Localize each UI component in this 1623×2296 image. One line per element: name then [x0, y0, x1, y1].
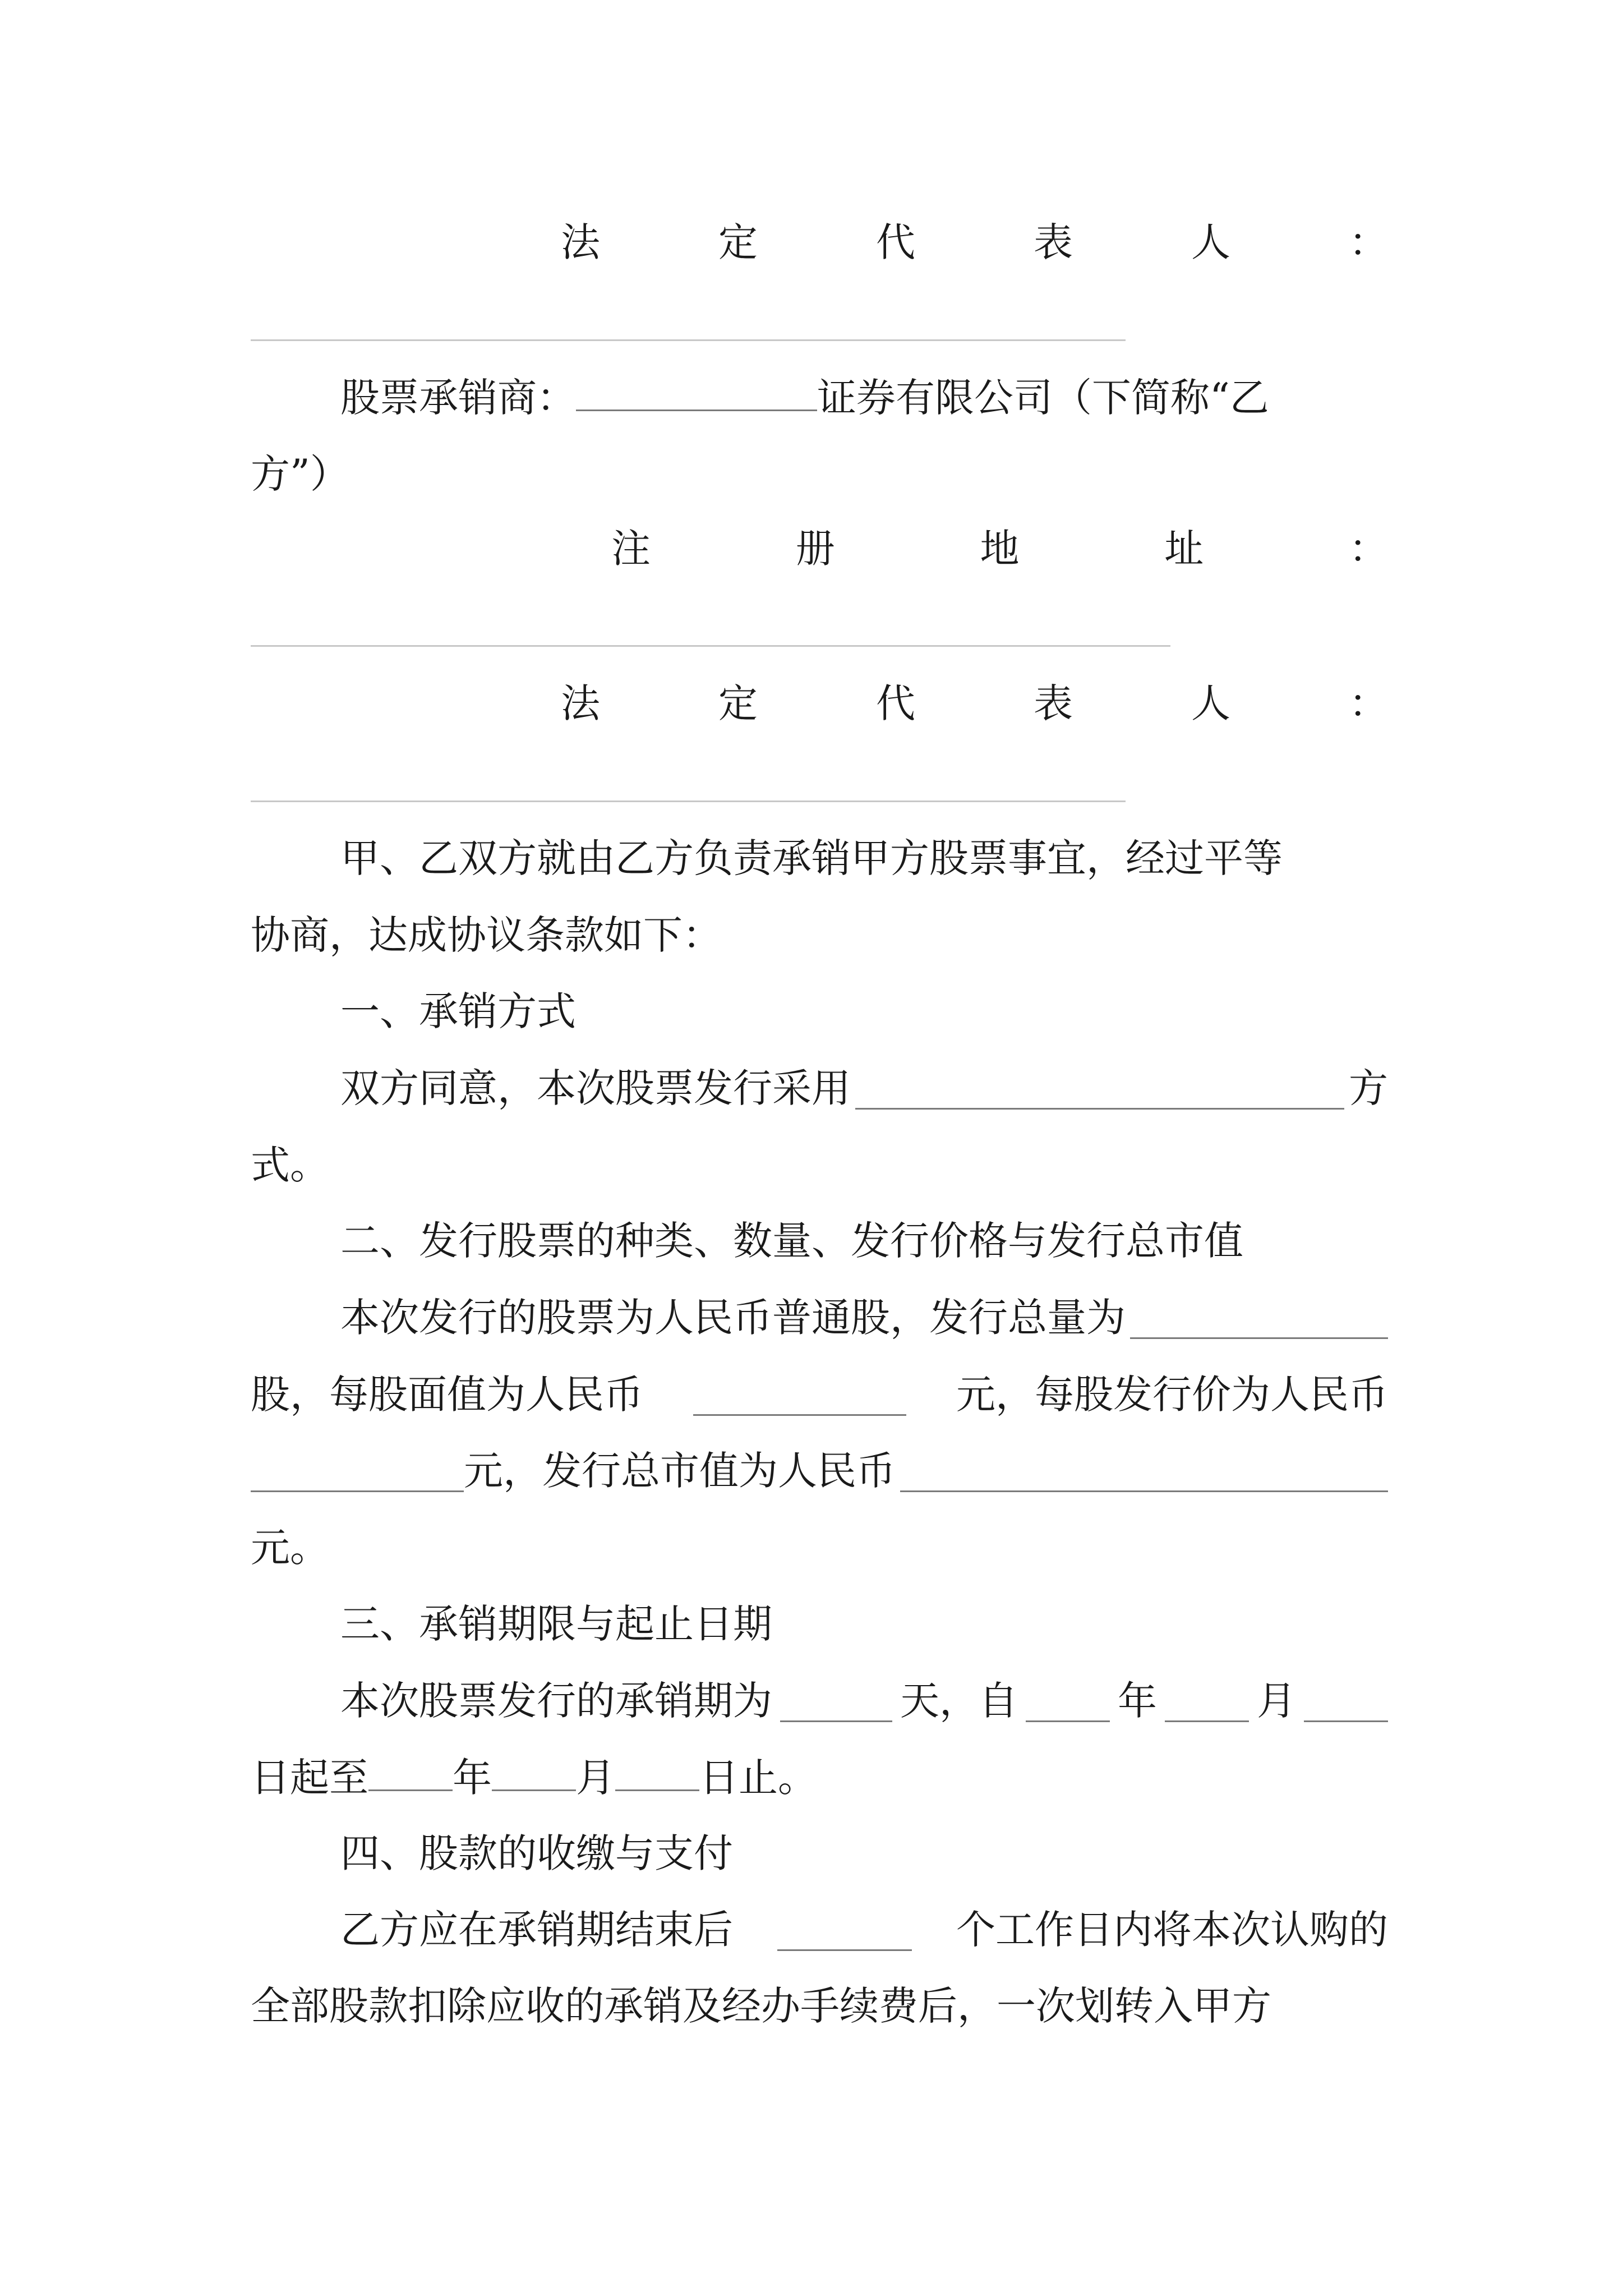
issuer-legal-rep-fill-line — [251, 339, 1126, 341]
issue-price-blank — [251, 1450, 464, 1492]
section-1-para-line-2: 式。 — [251, 1142, 329, 1188]
underwriter-line: 股票承销商： 证券有限公司（下简称“乙 — [340, 369, 1388, 425]
underwriter-legal-rep-label: 法 定 代 表 人 ： — [561, 680, 1388, 726]
underwriter-name-blank — [576, 369, 817, 411]
section-2-line-4: 元。 — [251, 1525, 329, 1571]
section-3-heading: 三、承销期限与起止日期 — [340, 1601, 772, 1647]
intro-line-1: 甲、乙双方就由乙方负责承销甲方股票事宜，经过平等 — [340, 835, 1283, 881]
total-market-value-blank — [900, 1450, 1388, 1492]
working-days-blank — [777, 1909, 912, 1951]
intro-line-2: 协商，达成协议条款如下： — [251, 912, 722, 958]
start-month-blank — [1165, 1680, 1249, 1722]
section-1-para-line-1: 双方同意，本次股票发行采用 方 — [340, 1065, 1388, 1111]
underwriting-method-blank — [855, 1068, 1344, 1110]
total-shares-blank — [1130, 1297, 1388, 1339]
section-4-line-1: 乙方应在承销期结束后 个工作日内将本次认购的 — [340, 1907, 1388, 1953]
section-1-heading: 一、承销方式 — [340, 988, 576, 1034]
issuer-legal-rep-label: 法 定 代 表 人 ： — [561, 219, 1388, 265]
section-2-line-1: 本次发行的股票为人民币普通股，发行总量为 — [340, 1290, 1388, 1346]
section-4-heading: 四、股款的收缴与支付 — [340, 1830, 733, 1876]
section-3-line-2: 日起至 年 月 日止。 — [251, 1749, 1388, 1805]
start-year-blank — [1026, 1680, 1110, 1722]
section-4-line-2: 全部股款扣除应收的承销及经办手续费后，一次划转入甲方 — [251, 1983, 1271, 2029]
par-value-blank — [693, 1374, 906, 1416]
end-month-blank — [492, 1749, 576, 1791]
underwriter-line-2: 方”） — [251, 451, 349, 497]
end-year-blank — [368, 1749, 453, 1791]
section-3-line-1: 本次股票发行的承销期为 天，自 年 月 — [340, 1673, 1388, 1729]
section-2-line-2: 股，每股面值为人民币 元，每股发行价为人民币 — [251, 1372, 1388, 1418]
period-days-blank — [780, 1680, 892, 1722]
reg-address-fill-line — [251, 645, 1170, 647]
reg-address-label: 注 册 地 址 ： — [611, 526, 1388, 572]
section-2-line-3: 元，发行总市值为人民币 — [251, 1443, 1388, 1499]
section-2-heading: 二、发行股票的种类、数量、发行价格与发行总市值 — [340, 1218, 1243, 1264]
start-day-blank — [1304, 1680, 1388, 1722]
end-day-blank — [615, 1749, 699, 1791]
underwriter-legal-rep-fill-line — [251, 800, 1126, 802]
